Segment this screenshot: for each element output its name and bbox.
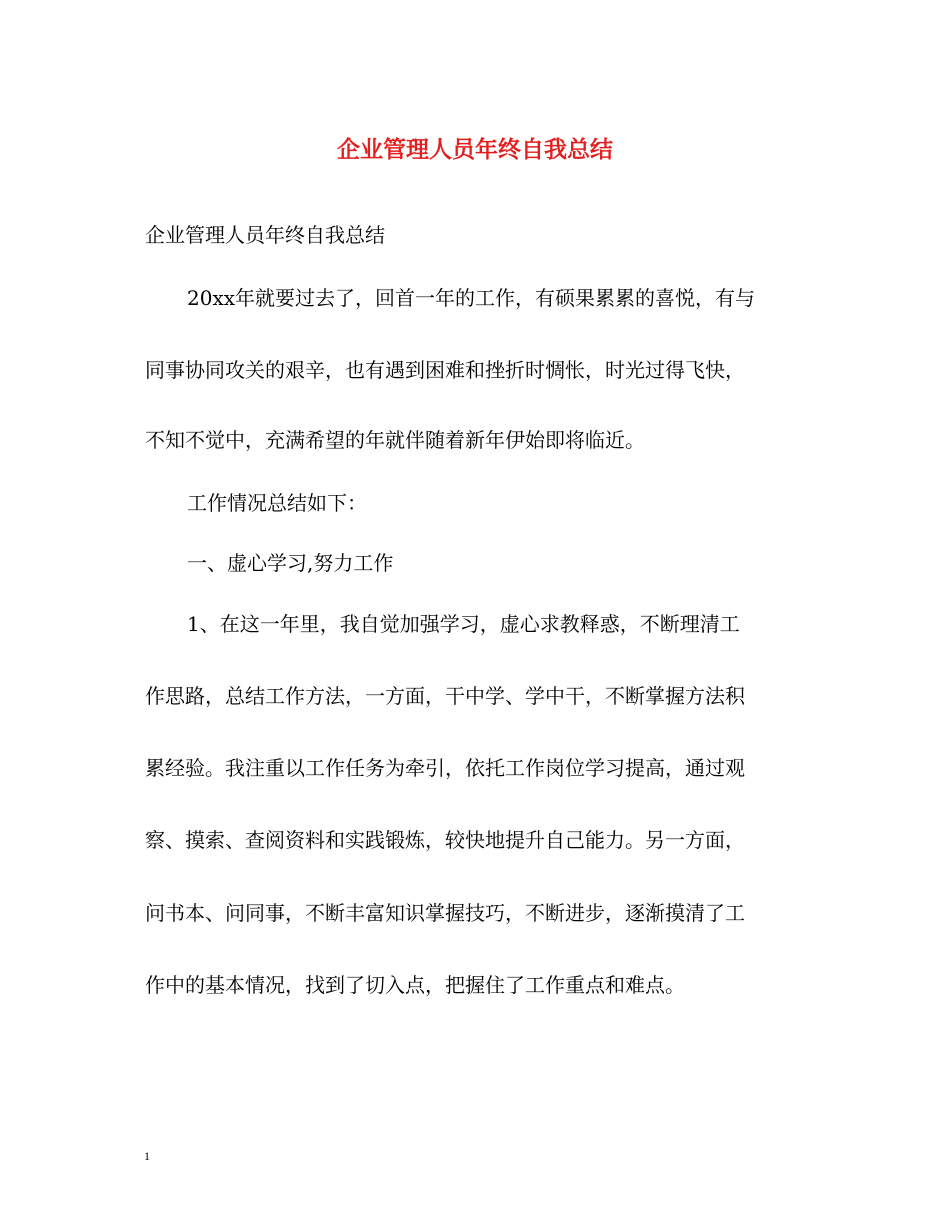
document-title: 企业管理人员年终自我总结 xyxy=(337,136,613,163)
paragraph-2-line-4: 察、摸索、查阅资料和实践锻炼，较快地提升自己能力。另一方面， xyxy=(145,828,745,852)
paragraph-2-line-3: 累经验。我注重以工作任务为牵引，依托工作岗位学习提高，通过观 xyxy=(145,756,745,780)
paragraph-1-line-2: 同事协同攻关的艰辛，也有遇到困难和挫折时惆怅，时光过得飞快， xyxy=(145,358,745,382)
paragraph-1-line-3: 不知不觉中，充满希望的年就伴随着新年伊始即将临近。 xyxy=(145,428,645,452)
paragraph-2-line-2: 作思路，总结工作方法，一方面，干中学、学中干，不断掌握方法积 xyxy=(145,684,745,708)
intro-line: 工作情况总结如下： xyxy=(187,491,367,515)
paragraph-2-line-6: 作中的基本情况，找到了切入点，把握住了工作重点和难点。 xyxy=(145,973,685,997)
page-number: 1 xyxy=(144,1149,150,1163)
document-subtitle: 企业管理人员年终自我总结 xyxy=(145,223,385,247)
section-1-heading: 一、虚心学习,努力工作 xyxy=(187,551,394,575)
paragraph-2-line-1: 1、在这一年里，我自觉加强学习，虚心求教释惑，不断理清工 xyxy=(187,612,740,636)
paragraph-2-line-5: 问书本、问同事，不断丰富知识掌握技巧，不断进步，逐渐摸清了工 xyxy=(145,901,745,925)
paragraph-1-line-1: 20xx年就要过去了，回首一年的工作，有硕果累累的喜悦，有与 xyxy=(187,286,756,310)
